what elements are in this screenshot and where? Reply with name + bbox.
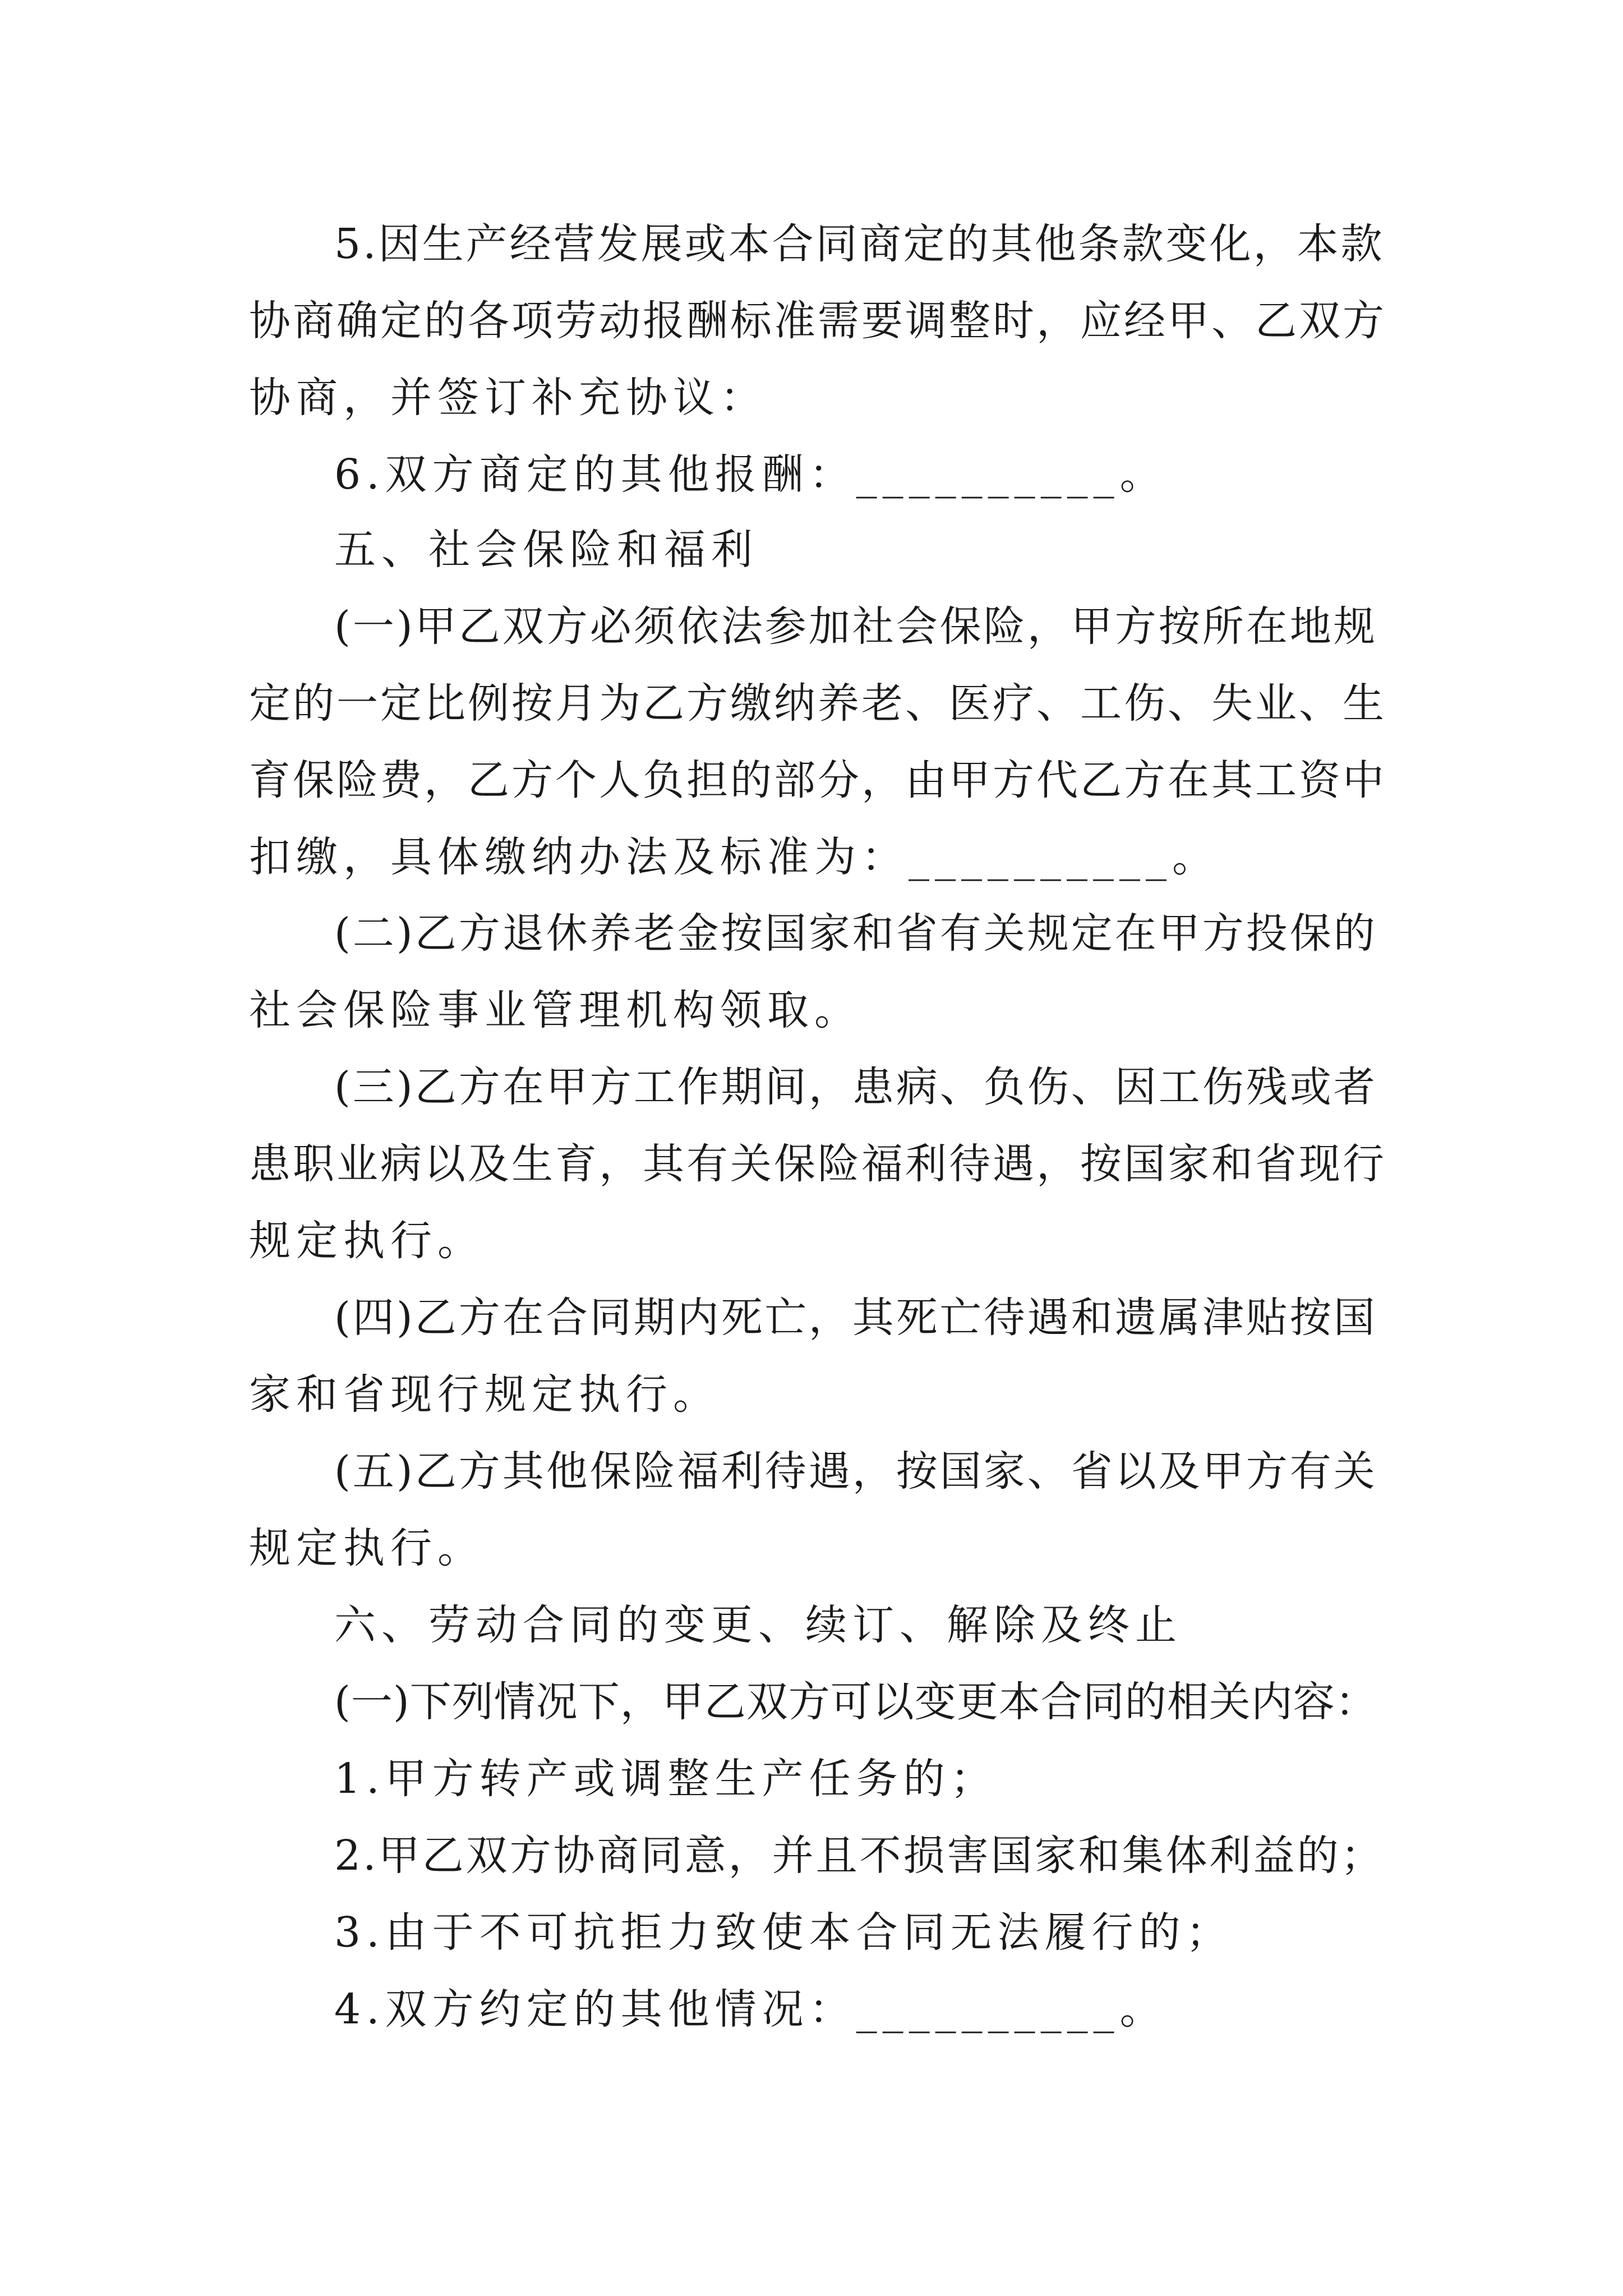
item-5-line-2: 规定执行。 <box>249 1524 485 1572</box>
condition-1: 1.甲方转产或调整生产任务的； <box>334 1755 998 1803</box>
item-1-line-1: (一)甲乙双方必须依法参加社会保险，甲方按所在地规 <box>334 602 1377 651</box>
section-6-item-1: (一)下列情况下，甲乙双方可以变更本合同的相关内容： <box>334 1678 1377 1726</box>
item-1-line-3: 育保险费，乙方个人负担的部分，由甲方代乙方在其工资中 <box>249 756 1386 804</box>
item-5-line-1: (五)乙方其他保险福利待遇，按国家、省以及甲方有关 <box>334 1447 1377 1496</box>
item-1-line-2: 定的一定比例按月为乙方缴纳养老、医疗、工伤、失业、生 <box>249 679 1386 728</box>
section-6-heading: 六、劳动合同的变更、续订、解除及终止 <box>334 1601 1182 1649</box>
item-3-line-2: 患职业病以及生育，其有关保险福利待遇，按国家和省现行 <box>249 1140 1386 1188</box>
condition-3: 3.由于不可抗拒力致使本合同无法履行的； <box>334 1908 1233 1957</box>
clause-5-line-2: 协商确定的各项劳动报酬标准需要调整时，应经甲、乙双方 <box>249 297 1386 345</box>
item-1-line-4: 扣缴，具体缴纳办法及标准为：__________。 <box>249 833 1219 881</box>
item-4-line-1: (四)乙方在合同期内死亡，其死亡待遇和遗属津贴按国 <box>334 1294 1377 1342</box>
clause-5-line-1: 5.因生产经营发展或本合同商定的其他条款变化，本款 <box>334 220 1385 268</box>
item-2-line-2: 社会保险事业管理机构领取。 <box>249 986 861 1034</box>
item-3-line-1: (三)乙方在甲方工作期间，患病、负伤、因工伤残或者 <box>334 1063 1377 1111</box>
condition-2: 2.甲乙双方协商同意，并且不损害国家和集体利益的； <box>334 1832 1385 1880</box>
item-2-line-1: (二)乙方退休养老金按国家和省有关规定在甲方投保的 <box>334 909 1377 958</box>
clause-5-line-3: 协商，并签订补充协议： <box>249 374 767 422</box>
clause-6-line: 6.双方商定的其他报酬：__________。 <box>334 450 1167 499</box>
section-5-heading: 五、社会保险和福利 <box>334 526 758 574</box>
item-3-line-3: 规定执行。 <box>249 1217 485 1265</box>
condition-4: 4.双方约定的其他情况：__________。 <box>334 1985 1167 2033</box>
item-4-line-2: 家和省现行规定执行。 <box>249 1370 720 1419</box>
